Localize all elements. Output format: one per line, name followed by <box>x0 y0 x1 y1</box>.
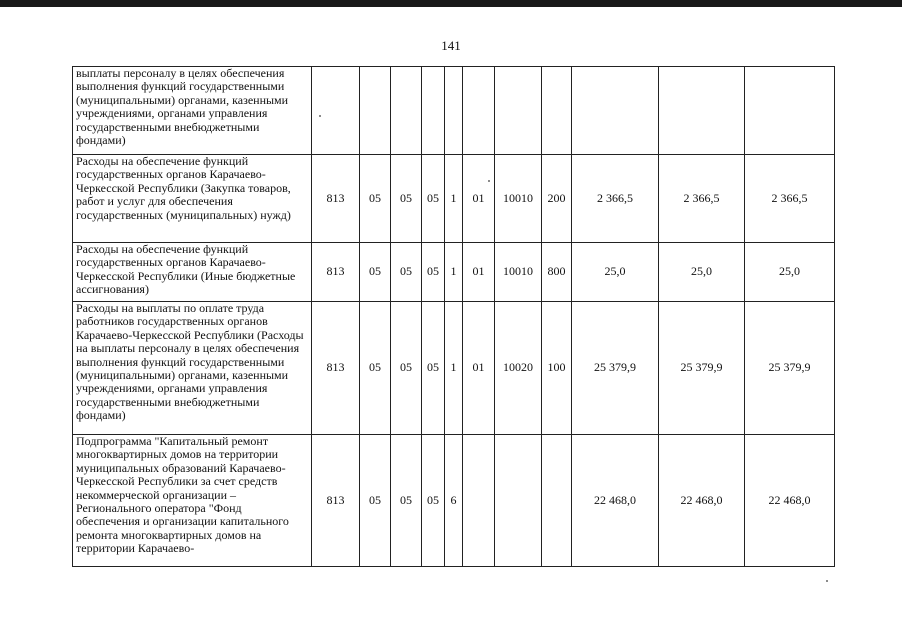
row-description: Подпрограмма "Капитальный ремонт многоквартирных домов на территории муниципальных образований Карачаево-Черкесской Республики за счет средств некоммерческой организации – Регионального оператора "Фонд обеспечения и организации капитального ремонта многоквартирных домов на территории Карачаево- <box>73 435 312 567</box>
amount-year-2-cell: 25,0 <box>659 243 745 302</box>
direction-code-cell <box>495 67 542 155</box>
subprogram-code-cell: 1 <box>445 302 463 435</box>
subsection-code-cell: 05 <box>391 243 422 302</box>
section-code-cell: 05 <box>360 155 391 243</box>
direction-code-cell: 10020 <box>495 302 542 435</box>
amount-year-2-cell: 22 468,0 <box>659 435 745 567</box>
subsection-code-cell: 05 <box>391 435 422 567</box>
table-row <box>73 67 835 155</box>
table-row <box>73 243 835 302</box>
expense-type-code-cell <box>542 435 572 567</box>
direction-code-cell: 10010 <box>495 155 542 243</box>
activity-code-cell: 01 <box>463 302 495 435</box>
subprogram-code-cell: 6 <box>445 435 463 567</box>
subsection-code-cell <box>391 67 422 155</box>
program-code-cell <box>422 67 445 155</box>
amount-year-2-cell <box>659 67 745 155</box>
amount-year-1-cell: 25 379,9 <box>572 302 659 435</box>
program-code-cell: 05 <box>422 435 445 567</box>
scan-speck <box>319 115 321 117</box>
program-code-cell: 05 <box>422 243 445 302</box>
ministry-code-cell: 813 <box>312 302 360 435</box>
ministry-code-cell: 813 <box>312 243 360 302</box>
ministry-code-cell <box>312 67 360 155</box>
ministry-code-cell: 813 <box>312 155 360 243</box>
amount-year-3-cell: 22 468,0 <box>745 435 835 567</box>
amount-year-3-cell: 2 366,5 <box>745 155 835 243</box>
subprogram-code-cell: 1 <box>445 243 463 302</box>
amount-year-1-cell: 2 366,5 <box>572 155 659 243</box>
subprogram-code-cell <box>445 67 463 155</box>
scan-speck <box>488 180 490 182</box>
amount-year-1-cell <box>572 67 659 155</box>
budget-table <box>72 66 835 567</box>
activity-code-cell <box>463 67 495 155</box>
table-row <box>73 435 835 567</box>
amount-year-1-cell: 25,0 <box>572 243 659 302</box>
expense-type-code-cell: 200 <box>542 155 572 243</box>
amount-year-1-cell: 22 468,0 <box>572 435 659 567</box>
subsection-code-cell: 05 <box>391 155 422 243</box>
table-row <box>73 155 835 243</box>
scan-speck <box>826 580 828 582</box>
subsection-code-cell: 05 <box>391 302 422 435</box>
direction-code-cell: 10010 <box>495 243 542 302</box>
direction-code-cell <box>495 435 542 567</box>
ministry-code-cell: 813 <box>312 435 360 567</box>
section-code-cell: 05 <box>360 302 391 435</box>
row-description: Расходы на обеспечение функций государственных органов Карачаево-Черкесской Республики (Иные бюджетные ассигнования) <box>73 243 312 302</box>
table-row <box>73 302 835 435</box>
expense-type-code-cell <box>542 67 572 155</box>
row-description: Расходы на обеспечение функций государственных органов Карачаево-Черкесской Республики (Закупка товаров, работ и услуг для обеспечения государственных (муниципальных) нужд) <box>73 155 312 243</box>
scan-top-edge <box>0 0 902 7</box>
activity-code-cell: 01 <box>463 243 495 302</box>
section-code-cell: 05 <box>360 435 391 567</box>
expense-type-code-cell: 800 <box>542 243 572 302</box>
amount-year-2-cell: 2 366,5 <box>659 155 745 243</box>
row-description: Расходы на выплаты по оплате труда работников государственных органов Карачаево-Черкесской Республики (Расходы на выплаты персоналу в целях обеспечения выполнения функций государственными (муниципальными) органами, казенными учреждениями, органами управления государственными внебюджетными фондами) <box>73 302 312 435</box>
program-code-cell: 05 <box>422 302 445 435</box>
row-description: выплаты персоналу в целях обеспечения выполнения функций государственными (муниципальными) органами, казенными учреждениями, органами управления государственными внебюджетными фондами) <box>73 67 312 155</box>
section-code-cell <box>360 67 391 155</box>
amount-year-3-cell: 25 379,9 <box>745 302 835 435</box>
amount-year-2-cell: 25 379,9 <box>659 302 745 435</box>
page-number: 141 <box>441 38 461 53</box>
subprogram-code-cell: 1 <box>445 155 463 243</box>
activity-code-cell <box>463 435 495 567</box>
amount-year-3-cell: 25,0 <box>745 243 835 302</box>
activity-code-cell: 01 <box>463 155 495 243</box>
program-code-cell: 05 <box>422 155 445 243</box>
expense-type-code-cell: 100 <box>542 302 572 435</box>
amount-year-3-cell <box>745 67 835 155</box>
section-code-cell: 05 <box>360 243 391 302</box>
